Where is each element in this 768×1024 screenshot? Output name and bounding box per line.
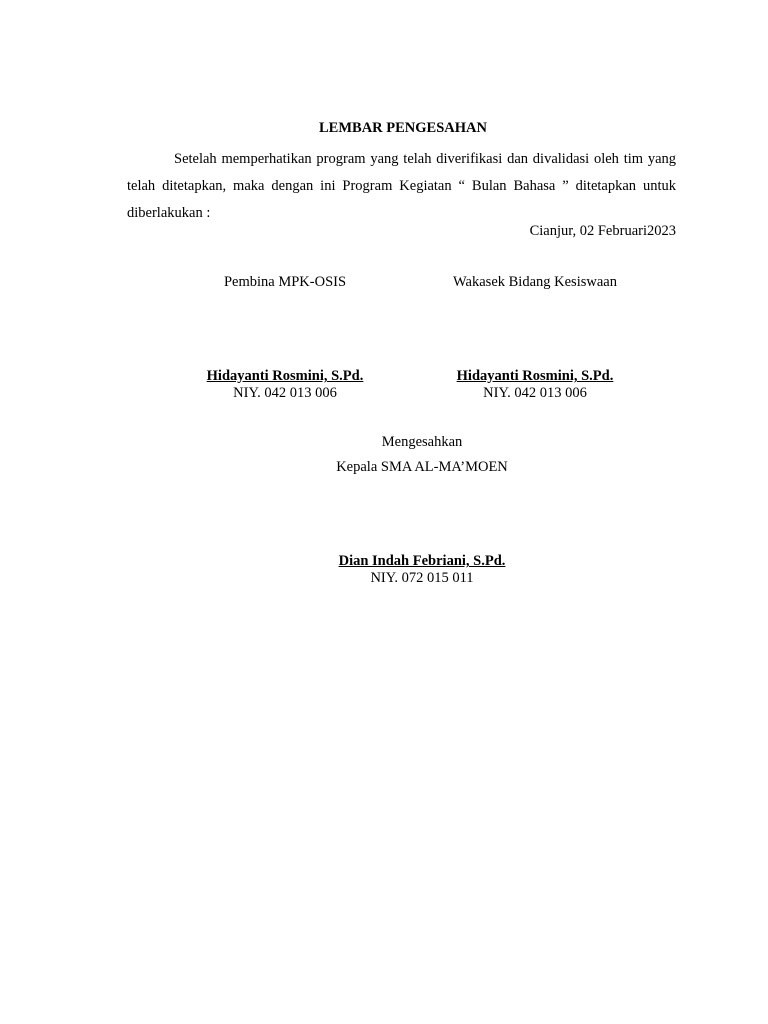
ratification-label: Mengesahkan xyxy=(381,434,463,450)
right-signatory-name: Hidayanti Rosmini, S.Pd. xyxy=(456,368,614,384)
principal-role: Kepala SMA AL-MA’MOEN xyxy=(336,459,508,475)
right-signatory-id: NIY. 042 013 006 xyxy=(483,385,587,401)
principal-id: NIY. 072 015 011 xyxy=(370,570,474,586)
principal-name: Dian Indah Febriani, S.Pd. xyxy=(338,553,506,569)
right-signatory-role: Wakasek Bidang Kesiswaan xyxy=(453,274,617,290)
left-signatory-role: Pembina MPK-OSIS xyxy=(223,274,347,290)
left-signatory-name: Hidayanti Rosmini, S.Pd. xyxy=(206,368,364,384)
document-title: LEMBAR PENGESAHAN xyxy=(319,120,487,136)
place-date: Cianjur, 02 Februari2023 xyxy=(529,223,676,239)
left-signatory-id: NIY. 042 013 006 xyxy=(233,385,337,401)
approval-paragraph: Setelah memperhatikan program yang telah diverifikasi dan divalidasi oleh tim yang telah ditetapkan, maka dengan ini Program Kegiatan “ Bulan Bahasa ” ditetapkan untuk diberlakukan : xyxy=(127,151,676,221)
